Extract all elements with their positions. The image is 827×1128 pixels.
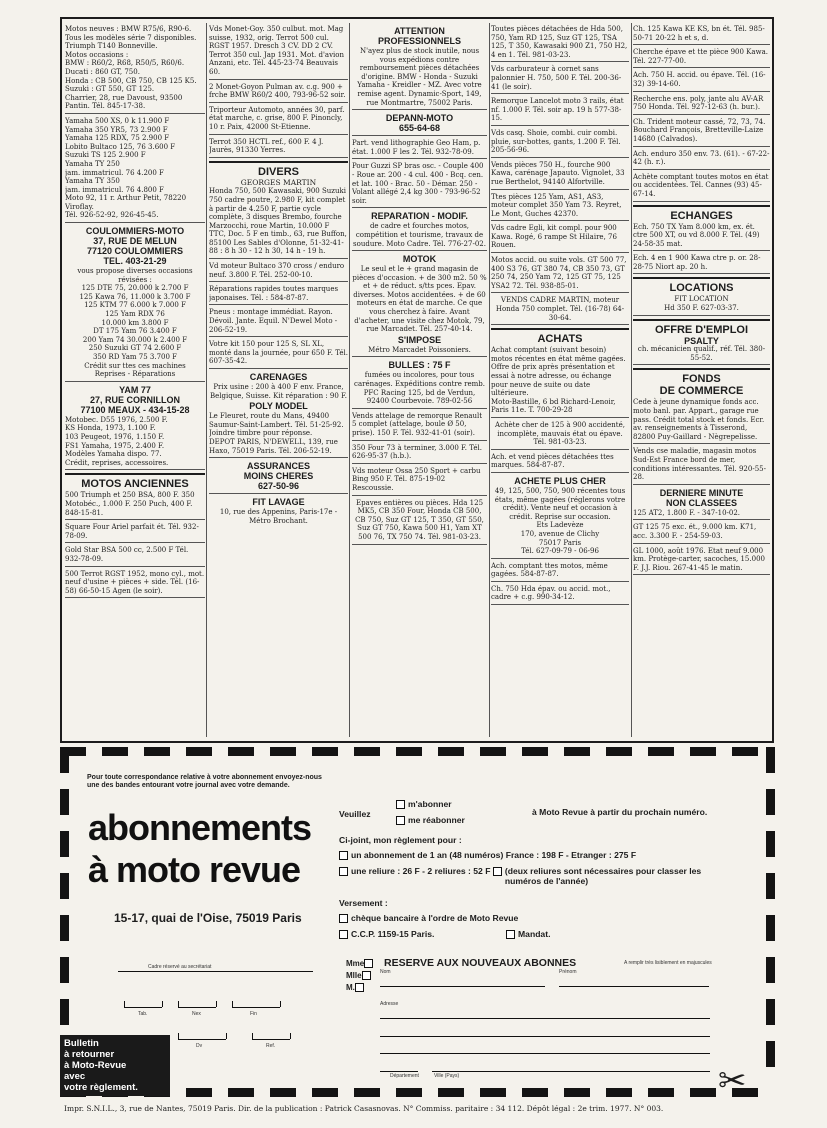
option-label: (deux reliures sont nécessaires pour classer les numéros de l'année) xyxy=(504,866,702,886)
title-m[interactable] xyxy=(346,983,367,992)
ad-item: Ach. comptant ttes motos, même gagées. 584-87-87. xyxy=(491,562,629,582)
ad-title: PSALTY xyxy=(684,335,719,346)
heading-carenages: CARENAGES xyxy=(249,372,308,382)
box-tick xyxy=(280,1001,281,1007)
field-box[interactable] xyxy=(178,1039,226,1040)
option-label: m'abonner xyxy=(408,799,452,809)
title-label: M. xyxy=(346,983,355,992)
from-next-issue: à Moto Revue à partir du prochain numéro. xyxy=(532,807,708,817)
ad-bulles: fumées ou incolores, pour tous carénages. Expéditions contre remb. PFC Racing 125, bd de Verdun, 92400 Courbevoie. 789-02-56 xyxy=(352,371,487,408)
cut-dash xyxy=(60,915,69,941)
ad-item: Ch. Trident moteur cassé, 72, 73, 74. Bouchard François, Bretteville-Laize 14680 (Calvados). xyxy=(633,118,770,147)
ad-item: Motos accid. ou suite vols. GT 500 77, 400 S3 76, GT 380 74, CB 350 73, GT 250 74, 250 Yam 72, 125 GT 75, 125 YSA2 72. Tél. 938-85-01. xyxy=(491,256,629,293)
box-tick xyxy=(226,1033,227,1039)
ad-moto-bastille: Achat comptant (suivant besoin) motos récentes en état même gagées. Offre de prix après présentation et essai à notre adresse, ou échange pour neuve de suite ou date ultérieure. Moto-Bastille, 6 bd Richard-Lenoir, Paris 11e. T. 700-29-28 xyxy=(491,346,629,418)
cut-dash xyxy=(60,873,69,899)
cut-dash xyxy=(648,747,674,756)
cut-dash xyxy=(186,747,212,756)
ad-item: Vends attelage de remorque Renault 5 complet (attelage, boule Ø 50, prise). 150 F. Tél. 932-41-01 (soir). xyxy=(352,412,487,441)
versement-label: Versement : xyxy=(339,898,388,908)
option-binder[interactable] xyxy=(339,866,715,886)
option-subscribe[interactable] xyxy=(396,799,452,809)
option-label: chèque bancaire à l'ordre de Moto Revue xyxy=(351,913,519,923)
ad-item: Ch. 125 Kawa KE KS, bn ét. Tél. 985-50-71 20-22 h et s, d. xyxy=(633,25,770,45)
ad-item: Pneus : montage immédiat. Rayon. Dévoil. Jante. Equil. N'Dewel Moto - 206-52-19. xyxy=(209,308,348,337)
cut-dash xyxy=(766,789,775,815)
title-mlle[interactable] xyxy=(346,971,374,980)
column-divider xyxy=(349,23,350,737)
adresse-field[interactable] xyxy=(380,1036,710,1037)
ad-item: Terrot 350 HCTL ref., 600 F. 4 J. Jaurès, 91330 Yerres. xyxy=(209,138,348,158)
ad-item: Vds casq. Shoie, combi. cuir combi. pluie, sur-bottes, gants, 1.200 F. Tél. 205-56-96. xyxy=(491,129,629,158)
veuillez-label: Veuillez xyxy=(339,809,371,819)
bulletin-return-box: Bulletin à retourner à Moto-Revue avec votre règlement. xyxy=(60,1035,170,1096)
box-tick xyxy=(216,1001,217,1007)
cut-dash xyxy=(564,1088,590,1097)
adresse-field[interactable] xyxy=(380,1053,710,1054)
ad-fit-location: FIT LOCATION Hd 350 F. 627-03-37. xyxy=(633,295,770,315)
title-moto-revue: à moto revue xyxy=(88,849,301,890)
checkbox[interactable] xyxy=(364,959,373,968)
cut-dash xyxy=(522,747,548,756)
heading-echanges: ECHANGES xyxy=(633,205,770,222)
ad-item: Remorque Lancelot moto 3 rails, état nf. 1.000 F. Tél. soir ap. 19 h 577-38-15. xyxy=(491,97,629,126)
heading-derniere-minute: DERNIERE MINUTE NON CLASSEES xyxy=(659,487,744,508)
ad-item: Vends cse maladie, magasin motos Sud-Est France bord de mer, conditions intéressantes. Tél. 920-55-28. xyxy=(633,447,770,484)
checkbox[interactable] xyxy=(339,914,348,923)
adresse-label: Adresse xyxy=(380,1001,399,1007)
ad-item: Pour Guzzi SP bras osc. - Couple 400 - Roue ar. 200 - 4 cul. 400 - Bcq. cen. et lat. 100 - Brac. 50 - Démar. 250 - Volant allégé 2,4 kg 300 - 793-96-52 soir. xyxy=(352,162,487,208)
cut-dash xyxy=(766,747,775,773)
checkbox[interactable] xyxy=(396,800,405,809)
ad-title: GEORGES MARTIN xyxy=(240,177,317,187)
ad-item: Cherche épave et tte pièce 900 Kawa. Tél. 227-77-00. xyxy=(633,48,770,68)
secretariat-label: Cadre réservé au secrétariat xyxy=(148,964,212,970)
ad-dynamic-sport: N'ayez plus de stock inutile, nous vous expédions contre remboursement pièces détachées d'origine. BMW - Honda - Suzuki Yamaha - Kreidler - MZ. Avec votre remise agent. Dynamic-Sport, 149, rue Montmartre, 75002 Paris. xyxy=(352,47,487,110)
ad-item: Epaves entières ou pièces. Hda 125 MK5, CB 350 Four, Honda CB 500, CB 750, Suz GT 125, T 350, GT 550, Suz GT 750, Kawa 500 H1, Yam XT 500 76, TX 750 74. Tél. 981-03-23. xyxy=(352,499,487,545)
checkbox[interactable] xyxy=(396,816,405,825)
prenom-field[interactable] xyxy=(559,986,709,987)
heading-bulles: BULLES : 75 F xyxy=(388,360,451,371)
subscription-coupon xyxy=(60,747,775,1101)
cut-dash xyxy=(766,915,775,941)
prenom-label: Prénom xyxy=(559,969,577,975)
box-tick xyxy=(178,1033,179,1039)
ad-motok: Le seul et le + grand magasin de pièces d'occasion. + de 300 m2. 50 % et + de réduct. s/tts pces. Epav. diverses. Motos accidentées. + de 60 moteurs en état de marche. Ce que vous cherchez à faire. Avant d'acheter, une visite chez Motok, 79, rue Marcadet. Tél. 257-40-14. xyxy=(352,265,487,334)
heading-fit-lavage: FIT LAVAGE xyxy=(252,497,305,508)
ad-ancienne: Square Four Ariel parfait ét. Tél. 932-78-09. xyxy=(65,523,205,543)
title-mme[interactable] xyxy=(346,959,376,968)
heading-yam77: YAM 77 27, RUE CORNILLON 77100 MEAUX - 434-15-28 xyxy=(80,384,190,415)
cut-dash xyxy=(690,747,716,756)
box-tick xyxy=(290,1033,291,1039)
cut-dash xyxy=(228,747,254,756)
cut-dash xyxy=(522,1088,548,1097)
heading-motok: MOTOK xyxy=(402,254,437,265)
cut-dash xyxy=(60,747,69,773)
cut-dash xyxy=(396,747,422,756)
ad-item: Toutes pièces détachées de Hda 500, 750, Yam RD 125, Suz GT 125, TSA 125, T 350, Kawasaki 900 Z1, 750 H2, 4 en 1. Tél. 981-03-23. xyxy=(491,25,629,62)
ad-item: Vds cadre Egli, kit compl. pour 900 Kawa. Rogé, 6 rampe St Hilaire, 76 Rouen. xyxy=(491,224,629,253)
ad-item: Votre kit 150 pour 125 S, SL XL, monté dans la journée, pour 650 F. Tél. 607-35-42. xyxy=(209,340,348,369)
ville-label: Ville (Pays) xyxy=(434,1073,460,1079)
option-label: me réabonner xyxy=(408,815,465,825)
cut-dash xyxy=(312,1088,338,1097)
cut-dash xyxy=(766,999,775,1025)
ad-item: Recherche ens. poly, jante alu AV-AR 750 Honda. Tél. 927-12-63 (h. bur.). xyxy=(633,95,770,115)
ad-item: 2 Monet-Goyon Pulman av. c.g. 900 + frche BMW R60/2 400, 793-96-52 soir. xyxy=(209,83,348,103)
column-1 xyxy=(65,25,205,737)
ad-item: Vds moteur Ossa 250 Sport + carbu Bing 950 F. Tél. 875-19-02 Rescoussie. xyxy=(352,467,487,496)
ad-yam77: Motobec. D55 1976, 2.500 F. KS Honda, 1973, 1.100 F. 103 Peugeot, 1976, 1.150 F. FS1 Yamaha, 1975, 2.400 F. Modèles Yamaha dispo. 77. Crédit, reprises, accessoires. xyxy=(65,416,205,471)
ad-item: Ach. 750 H. accid. ou épave. Tél. (16-32) 39-14-60. xyxy=(633,71,770,91)
heading-attention: ATTENTION PROFESSIONNELS xyxy=(377,26,461,46)
ad-item: Ach. enduro 350 env. 73. (61). - 67-22-42 (h. r.). xyxy=(633,150,770,170)
reserve-heading: RESERVE AUX NOUVEAUX ABONNES xyxy=(384,957,577,969)
ad-item: Achète comptant toutes motos en état ou accidentées. Tél. Cannes (93) 45-67-14. xyxy=(633,173,770,202)
ad-charrier: Motos neuves : BMW R75/6, R90-6. Tous les modèles série 7 disponibles. Triumph T140 Bonneville. Motos occasions : BMW : R60/2, R68, R50/5, R60/6. Ducati : 860 GT, 750. Honda : CB 500, CB 750, CB 125 K5. Suzuki : GT 550, GT 125. Charrier, 28, rue Davoust, 93500 Pantin. Tél. 845-17-38. xyxy=(65,25,205,114)
ad-item: Ch. 750 Hda épav. ou accid. mot., cadre + c.g. 990-34-12. xyxy=(491,585,629,605)
cut-dash xyxy=(480,1088,506,1097)
heading-fonds-commerce: FONDS DE COMMERCE xyxy=(633,368,770,397)
option-resubscribe[interactable] xyxy=(396,815,465,825)
pay-mandat[interactable] xyxy=(506,929,550,939)
title-label: Mme xyxy=(346,959,365,968)
departement-label: Département xyxy=(390,1073,419,1079)
cut-dash xyxy=(102,747,128,756)
ad-cadre-martin: VENDS CADRE MARTIN, moteur Honda 750 complet. Tél. (16-78) 64-30-64. xyxy=(491,296,629,325)
column-3 xyxy=(352,25,487,737)
cut-dash xyxy=(270,747,296,756)
box-tick xyxy=(162,1001,163,1007)
box-tick xyxy=(232,1001,233,1007)
scissors-icon: ✂ xyxy=(718,1061,747,1101)
nom-label: Nom xyxy=(380,969,391,975)
heading-divers: DIVERS xyxy=(209,161,348,178)
heading-locations: LOCATIONS xyxy=(633,277,770,294)
magazine-address: 15-17, quai de l'Oise, 75019 Paris xyxy=(114,911,302,925)
checkbox[interactable] xyxy=(355,983,364,992)
column-5 xyxy=(633,25,770,737)
ad-poly-model: Le Fleuret, route du Mans, 49400 Saumur-Saint-Lambert. Tél. 51-25-92. Joindre timbre pour réponse. DEPOT PARIS, N'DEWELL, 139, rue Haxo, 75019 Paris. Tél. 206-52-19. xyxy=(209,412,348,458)
cut-dash xyxy=(766,831,775,857)
ad-item: Cede à jeune dynamique fonds acc. moto banl. par. Appart., garage rue pass. Crédit total stock et fonds. Ecr. av. renseignements à Tisserond, 82800 Puy-Gaillard - Nègrepelisse. xyxy=(633,398,770,444)
ad-ancienne: Gold Star BSA 500 cc, 2.500 F Tél. 932-78-09. xyxy=(65,546,205,566)
ad-carenages: Prix usine : 200 à 400 F env. France, Belgique, Suisse. Kit réparation : 90 F. xyxy=(209,383,348,400)
tab-label: Tab. xyxy=(138,1011,148,1017)
adresse-field[interactable] xyxy=(380,1018,710,1019)
ref-label: Ref. xyxy=(266,1043,276,1049)
ad-ancienne: 500 Triumph et 250 BSA, 800 F. 350 Motobéc., 1.000 F. 250 Puch, 400 F. 848-15-81. xyxy=(65,491,205,520)
ad-item: GL 1000, août 1976. Etat neuf 9.000 km. Protège-carter, sacoches, 15.000 F. J.J. Riou. 267-41-45 le matin. xyxy=(633,547,770,576)
ad-item: GT 125 75 exc. ét., 9.000 km. K71, acc. 3.300 F. - 254-59-03. xyxy=(633,523,770,543)
cut-dash xyxy=(60,789,69,815)
cut-dash xyxy=(766,873,775,899)
cut-dash xyxy=(690,1088,716,1097)
subscription-notice: Pour toute correspondance relative à votre abonnement envoyez-nous une des bandes entourant votre journal avec votre demande. xyxy=(87,774,322,789)
ad-item: 350 Four 73 à terminer, 3.000 F. Tél. 626-95-37 (h.b.). xyxy=(352,444,487,464)
ad-item: Vds carburateur à cornet sans palonnier H. 750, 500 F. Tél. 200-36-41 (le soir). xyxy=(491,65,629,94)
cut-dash xyxy=(606,747,632,756)
title-label: Mlle xyxy=(346,971,362,980)
cut-dash xyxy=(270,1088,296,1097)
option-label: C.C.P. 1159-15 Paris. xyxy=(351,929,435,939)
publication-footer: Impr. S.N.I.L., 3, rue de Nantes, 75019 Paris. Dir. de la publication : Patrick Casasnovas. N° Commiss. paritaire : 34 112. Dépôt légal : 2e trim. 1977. N° 003. xyxy=(64,1104,664,1113)
checkbox[interactable] xyxy=(493,867,502,876)
field-box[interactable] xyxy=(124,1007,162,1008)
pay-ccp[interactable] xyxy=(339,929,434,939)
cut-dash xyxy=(60,957,69,983)
dv-label: Dv xyxy=(196,1043,203,1049)
ad-item: Vends pièces 750 H., fourche 900 Kawa, carénage Japauto. Vignolet, 33 rue Berthelot, 94140 Alfortville. xyxy=(491,161,629,190)
ville-field[interactable] xyxy=(432,1071,710,1072)
ad-item: Ttes pièces 125 Yam, AS1, AS3, moteur complet 350 Yam 73. Reyret, Le Mont, Guches 42370. xyxy=(491,193,629,222)
cut-dash xyxy=(60,831,69,857)
ad-fit-lavage: 10, rue des Appenins, Paris-17e - Métro Brochant. xyxy=(219,508,338,525)
ad-item: Part. vend lithographie Geo Ham, p. état. 1.000 F les 2. Tél. 932-78-09. xyxy=(352,139,487,159)
heading-offre-emploi: OFFRE D'EMPLOI xyxy=(633,319,770,336)
heading-motos-anciennes: MOTOS ANCIENNES xyxy=(65,473,205,490)
cut-dash xyxy=(354,747,380,756)
heading-assurances: ASSURANCES MOINS CHERES 627-50-96 xyxy=(209,461,348,494)
ad-item: Vd moteur Bultaco 370 cross / enduro neuf. 3.800 F. Tél. 252-00-10. xyxy=(209,262,348,282)
checkbox[interactable] xyxy=(339,851,348,860)
ad-moto92: Yamaha 500 XS, 0 k 11.900 F Yamaha 350 YR5, 73 2.900 F Yamaha 125 RDX, 75 2.900 F Lobito Bultaco 125, 76 3.600 F Suzuki TS 125 2.900 F Yamaha TY 250 jam. immatricul. 76 4.200 F Yamaha TY 350 jam. immatricul. 76 4.800 F Moto 92, 11 r. Arthur Petit, 78220 Viroflay. Tél. 926-52-92, 926-45-45. xyxy=(65,117,205,223)
column-divider xyxy=(631,23,632,737)
checkbox[interactable] xyxy=(362,971,371,980)
ad-psalty: ch. mécanicien qualif., réf. Tél. 380-55-52. xyxy=(633,345,770,365)
cut-dash xyxy=(312,747,338,756)
nex-label: Nex xyxy=(192,1011,201,1017)
cut-dash xyxy=(564,747,590,756)
cut-dash xyxy=(648,1088,674,1097)
secretariat-rule xyxy=(118,971,313,972)
classified-ads-panel xyxy=(60,17,774,743)
column-4 xyxy=(491,25,629,737)
cut-dash xyxy=(480,747,506,756)
column-2 xyxy=(209,25,348,737)
fin-label: Fin xyxy=(250,1011,257,1017)
ad-item: Achète cher de 125 à 900 accidenté, incomplète, mauvais état ou épave. Tél. 981-03-23. xyxy=(491,421,629,450)
ad-georges-martin: Honda 750, 500 Kawasaki, 900 Suzuki 750 cadre poutre, 2.980 F, kit complet à partir de 4.250 F, partie cycle complète, 3 disques Brembo, fourche Marzocchi, roue Martin, 10.000 F TTC, Doc. 5 F en timb., 63, rue Buffon, 85100 Les Sables d'Olonne, 51-32-41-88 : 8 h 30 - 12 h 30, 14 h - 19 h. xyxy=(209,187,348,259)
cut-dash xyxy=(438,1088,464,1097)
heading-poly-model: POLY MODEL xyxy=(249,401,308,412)
column-divider xyxy=(489,23,490,737)
field-box[interactable] xyxy=(232,1007,280,1008)
ad-item: Ech. 750 TX Yam 8.000 km, ex. ét. ctre 500 XT, ou vd 8.000 F. Tél. (49) 24-58-35 mat. xyxy=(633,223,770,252)
cut-dash xyxy=(766,1041,775,1067)
ad-item: Réparations rapides toutes marques japonaises. Tél. : 584-87-87. xyxy=(209,285,348,305)
box-tick xyxy=(124,1001,125,1007)
heading-s-impose: S'IMPOSE xyxy=(397,334,442,345)
cut-dash xyxy=(60,999,69,1025)
ad-s-impose: Métro Marcadet Poissoniers. xyxy=(352,346,487,358)
checkbox[interactable] xyxy=(339,930,348,939)
cut-dash xyxy=(396,1088,422,1097)
ad-coulommiers: vous propose diverses occasions révisées : 125 DTE 75, 20.000 k 2.700 F 125 Kawa 76, 11.000 k 3.700 F 125 KTM 77 6.000 k 7.000 F 125 Yam RDX 76 10.000 km 3.800 F DT 175 Yam 76 3.400 F 200 Yam 74 30.000 k 2.400 F 250 Suzuki GT 74 2.600 F 350 RD Yam 75 3.700 F Crédit sur ttes ces machines Reprises - Réparations xyxy=(65,267,205,382)
heading-achats: ACHATS xyxy=(491,328,629,345)
ad-item: Ach. et vend pièces détachées ttes marques. 584-87-87. xyxy=(491,453,629,473)
option-label: un abonnement de 1 an (48 numéros) France : 198 F - Etranger : 275 F xyxy=(351,850,637,860)
payment-for-label: Ci-joint, mon règlement pour : xyxy=(339,835,462,845)
pay-cheque[interactable] xyxy=(339,913,518,923)
field-box[interactable] xyxy=(178,1007,216,1008)
option-one-year[interactable] xyxy=(339,850,636,860)
cut-dash xyxy=(354,1088,380,1097)
option-label: Mandat. xyxy=(518,929,551,939)
nom-field[interactable] xyxy=(380,986,545,987)
checkbox[interactable] xyxy=(339,867,348,876)
title-abonnements: abonnements xyxy=(88,807,312,848)
ad-reparation: de cadre et fourches motos, compétition et tourisme, travaux de soudure. Moto Cadre. Tél. 776-27-02. xyxy=(352,222,487,251)
cut-dash xyxy=(606,1088,632,1097)
cut-dash xyxy=(732,747,758,756)
field-box[interactable] xyxy=(252,1039,290,1040)
heading-reparation: REPARATION - MODIF. xyxy=(371,211,468,222)
option-label: une reliure : 26 F - 2 reliures : 52 F xyxy=(351,866,491,876)
cut-dash xyxy=(228,1088,254,1097)
ad-item: Ech. 4 en 1 900 Kawa ctre p. or. 28-28-75 Niort ap. 20 h. xyxy=(633,254,770,274)
ad-ladeveze: 49, 125, 500, 750, 900 récentes tous états, même gagées (réglerons votre crédit). Vente neuf et occasion à crédit. Reprise sur occasion. Ets Ladevèze 170, avenue de Clichy 75017 Paris Tél. 627-09-79 - 06-96 xyxy=(491,487,629,559)
cut-dash xyxy=(144,747,170,756)
departement-field[interactable] xyxy=(380,1071,418,1072)
cut-dash xyxy=(766,957,775,983)
box-tick xyxy=(178,1001,179,1007)
ad-item: 125 AT2, 1.800 F. - 347-10-02. xyxy=(633,509,770,521)
heading-coulommiers: COULOMMIERS-MOTO 37, RUE DE MELUN 77120 COULOMMIERS TEL. 403-21-29 xyxy=(85,226,185,267)
cut-dash xyxy=(438,747,464,756)
ad-item: Vds Monet-Goy. 350 culbut. mot. Mag suisse, 1932, orig. Terrot 500 cul. RGST 1957. Dresch 3 CV. DD 2 CV. Terrot 350 cul. Jap 1931. Mot. d'avion Anzani, etc. Tél. 445-23-74 Beauvais 60. xyxy=(209,25,348,80)
cut-dash xyxy=(186,1088,212,1097)
heading-depann-moto: DEPANN-MOTO 655-64-68 xyxy=(352,113,487,136)
box-tick xyxy=(252,1033,253,1039)
ad-item: Triporteur Automoto, années 30, parf. état marche, c. grise, 800 F. Pinoncly, 10 r. Paix, 42000 St-Etienne. xyxy=(209,106,348,135)
heading-achete-plus-cher: ACHETE PLUS CHER xyxy=(514,475,606,486)
checkbox[interactable] xyxy=(506,930,515,939)
fill-instruction: A remplir très lisiblement en majuscules xyxy=(624,960,712,966)
column-divider xyxy=(206,23,207,737)
ad-ancienne: 500 Terrot RGST 1952, mono cyl., mot. neuf d'usine + pièces + side. Tél. (16-58) 66-50-15 Agen (le soir). xyxy=(65,570,205,599)
